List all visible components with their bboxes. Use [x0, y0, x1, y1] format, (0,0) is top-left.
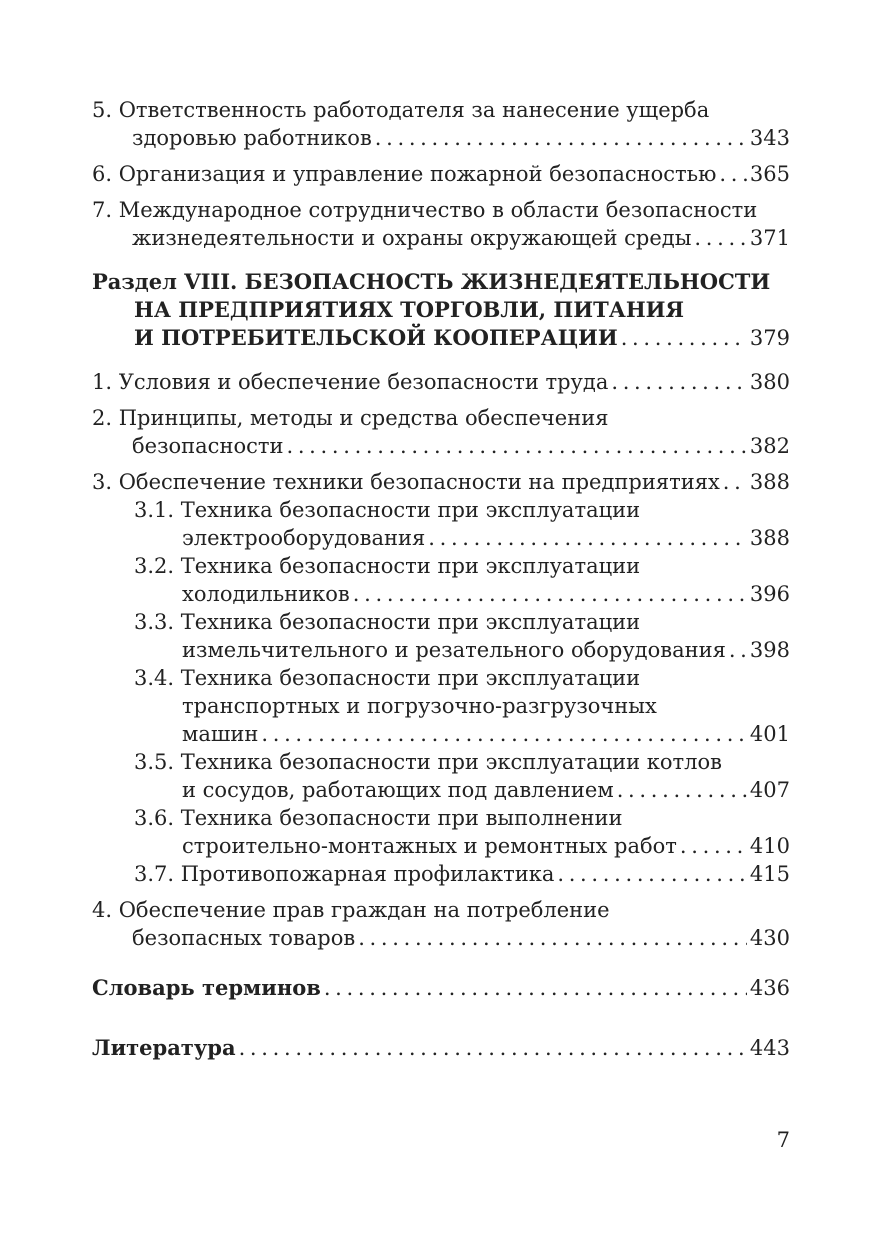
toc-glossary[interactable]: [92, 974, 790, 1002]
toc-entry-5[interactable]: [92, 96, 790, 152]
leader-dots: [719, 160, 747, 188]
toc-page-number: 388: [749, 470, 790, 494]
toc-subentry-3-3[interactable]: [92, 608, 790, 664]
toc-subentry-3-2[interactable]: [92, 552, 790, 608]
toc-entry-text: 2. Принципы, методы и средства обеспечения: [92, 406, 609, 430]
leader-dots: [324, 974, 747, 1002]
section-title: Раздел VIII. БЕЗОПАСНОСТЬ ЖИЗНЕДЕЯТЕЛЬНОСТИ: [92, 269, 771, 294]
page-number: 7: [776, 1128, 790, 1152]
toc-subentry-3-1[interactable]: [92, 496, 790, 552]
toc-page-number: 415: [749, 862, 790, 886]
toc-page-number: 410: [749, 834, 790, 858]
leader-dots: [261, 720, 747, 748]
toc-entry-text: машин: [182, 722, 259, 746]
toc-page-number: 388: [749, 526, 790, 550]
leader-dots: [239, 1034, 747, 1062]
toc-entry-text: безопасных товаров: [132, 926, 356, 950]
toc-page-number: 443: [749, 1036, 790, 1060]
leader-dots: [729, 636, 747, 664]
leader-dots: [358, 924, 747, 952]
toc-entry-text: 3.1. Техника безопасности при эксплуатации: [134, 498, 641, 522]
toc-page-number: 379: [749, 326, 790, 350]
toc-entry-text: 5. Ответственность работодателя за нанесение ущерба: [92, 98, 710, 122]
leader-dots: [680, 832, 747, 860]
toc-entry-2[interactable]: [92, 404, 790, 460]
leader-dots: [353, 580, 747, 608]
leader-dots: [428, 524, 747, 552]
table-of-contents: [92, 96, 790, 1070]
toc-entry-text: жизнедеятельности и охраны окружающей среды: [132, 226, 692, 250]
toc-entry-text: безопасности: [132, 434, 284, 458]
toc-entry-text: здоровью работников: [132, 126, 372, 150]
toc-entry-3[interactable]: [92, 468, 790, 496]
toc-entry-6[interactable]: [92, 160, 790, 188]
toc-entry-1[interactable]: [92, 368, 790, 396]
toc-literature[interactable]: [92, 1034, 790, 1062]
toc-entry-7[interactable]: [92, 196, 790, 252]
toc-entry-text: 3.6. Техника безопасности при выполнении: [134, 806, 623, 830]
toc-entry-text: измельчительного и резательного оборудования: [182, 638, 726, 662]
leader-dots: [617, 776, 747, 804]
leader-dots: [286, 432, 746, 460]
toc-subentry-3-7[interactable]: [92, 860, 790, 888]
toc-section-8[interactable]: [92, 268, 790, 352]
toc-page-number: 436: [749, 976, 790, 1000]
toc-page-number: 365: [749, 162, 790, 186]
toc-entry-text: 3. Обеспечение техники безопасности на предприятиях: [92, 470, 720, 494]
toc-page-number: 430: [749, 926, 790, 950]
toc-entry-text: 3.5. Техника безопасности при эксплуатации котлов: [134, 750, 722, 774]
leader-dots: [557, 860, 747, 888]
leader-dots: [621, 324, 747, 352]
leader-dots: [723, 468, 747, 496]
toc-page-number: 343: [749, 126, 790, 150]
toc-entry-text: 4. Обеспечение прав граждан на потребление: [92, 898, 610, 922]
section-title: И ПОТРЕБИТЕЛЬСКОЙ КООПЕРАЦИИ: [134, 325, 618, 350]
section-title: НА ПРЕДПРИЯТИЯХ ТОРГОВЛИ, ПИТАНИЯ: [134, 297, 685, 322]
leader-dots: [375, 124, 747, 152]
toc-page-number: 380: [749, 370, 790, 394]
literature-title: Литература: [92, 1035, 236, 1060]
toc-subentry-3-4[interactable]: [92, 664, 790, 748]
toc-page-number: 371: [749, 226, 790, 250]
toc-entry-text: и сосудов, работающих под давлением: [182, 778, 614, 802]
toc-entry-text: 6. Организация и управление пожарной безопасностью: [92, 162, 717, 186]
toc-entry-text: строительно-монтажных и ремонтных работ: [182, 834, 677, 858]
toc-entry-text: 3.7. Противопожарная профилактика: [134, 862, 555, 886]
leader-dots: [694, 224, 747, 252]
toc-entry-text: 3.2. Техника безопасности при эксплуатации: [134, 554, 641, 578]
toc-entry-text: 3.3. Техника безопасности при эксплуатации: [134, 610, 641, 634]
toc-page-number: 401: [749, 722, 790, 746]
toc-entry-text: 3.4. Техника безопасности при эксплуатации: [134, 666, 641, 690]
toc-page-number: 407: [749, 778, 790, 802]
toc-entry-text: электрооборудования: [182, 526, 426, 550]
toc-entry-4[interactable]: [92, 896, 790, 952]
toc-entry-text: 7. Международное сотрудничество в области безопасности: [92, 198, 758, 222]
toc-page-number: 398: [749, 638, 790, 662]
glossary-title: Словарь терминов: [92, 975, 321, 1000]
toc-entry-text: 1. Условия и обеспечение безопасности труда: [92, 370, 609, 394]
toc-subentry-3-6[interactable]: [92, 804, 790, 860]
toc-entry-text: транспортных и погрузочно-разгрузочных: [182, 694, 657, 718]
toc-subentry-3-5[interactable]: [92, 748, 790, 804]
toc-page-number: 396: [749, 582, 790, 606]
toc-entry-text: холодильников: [182, 582, 350, 606]
toc-page-number: 382: [749, 434, 790, 458]
leader-dots: [611, 368, 747, 396]
